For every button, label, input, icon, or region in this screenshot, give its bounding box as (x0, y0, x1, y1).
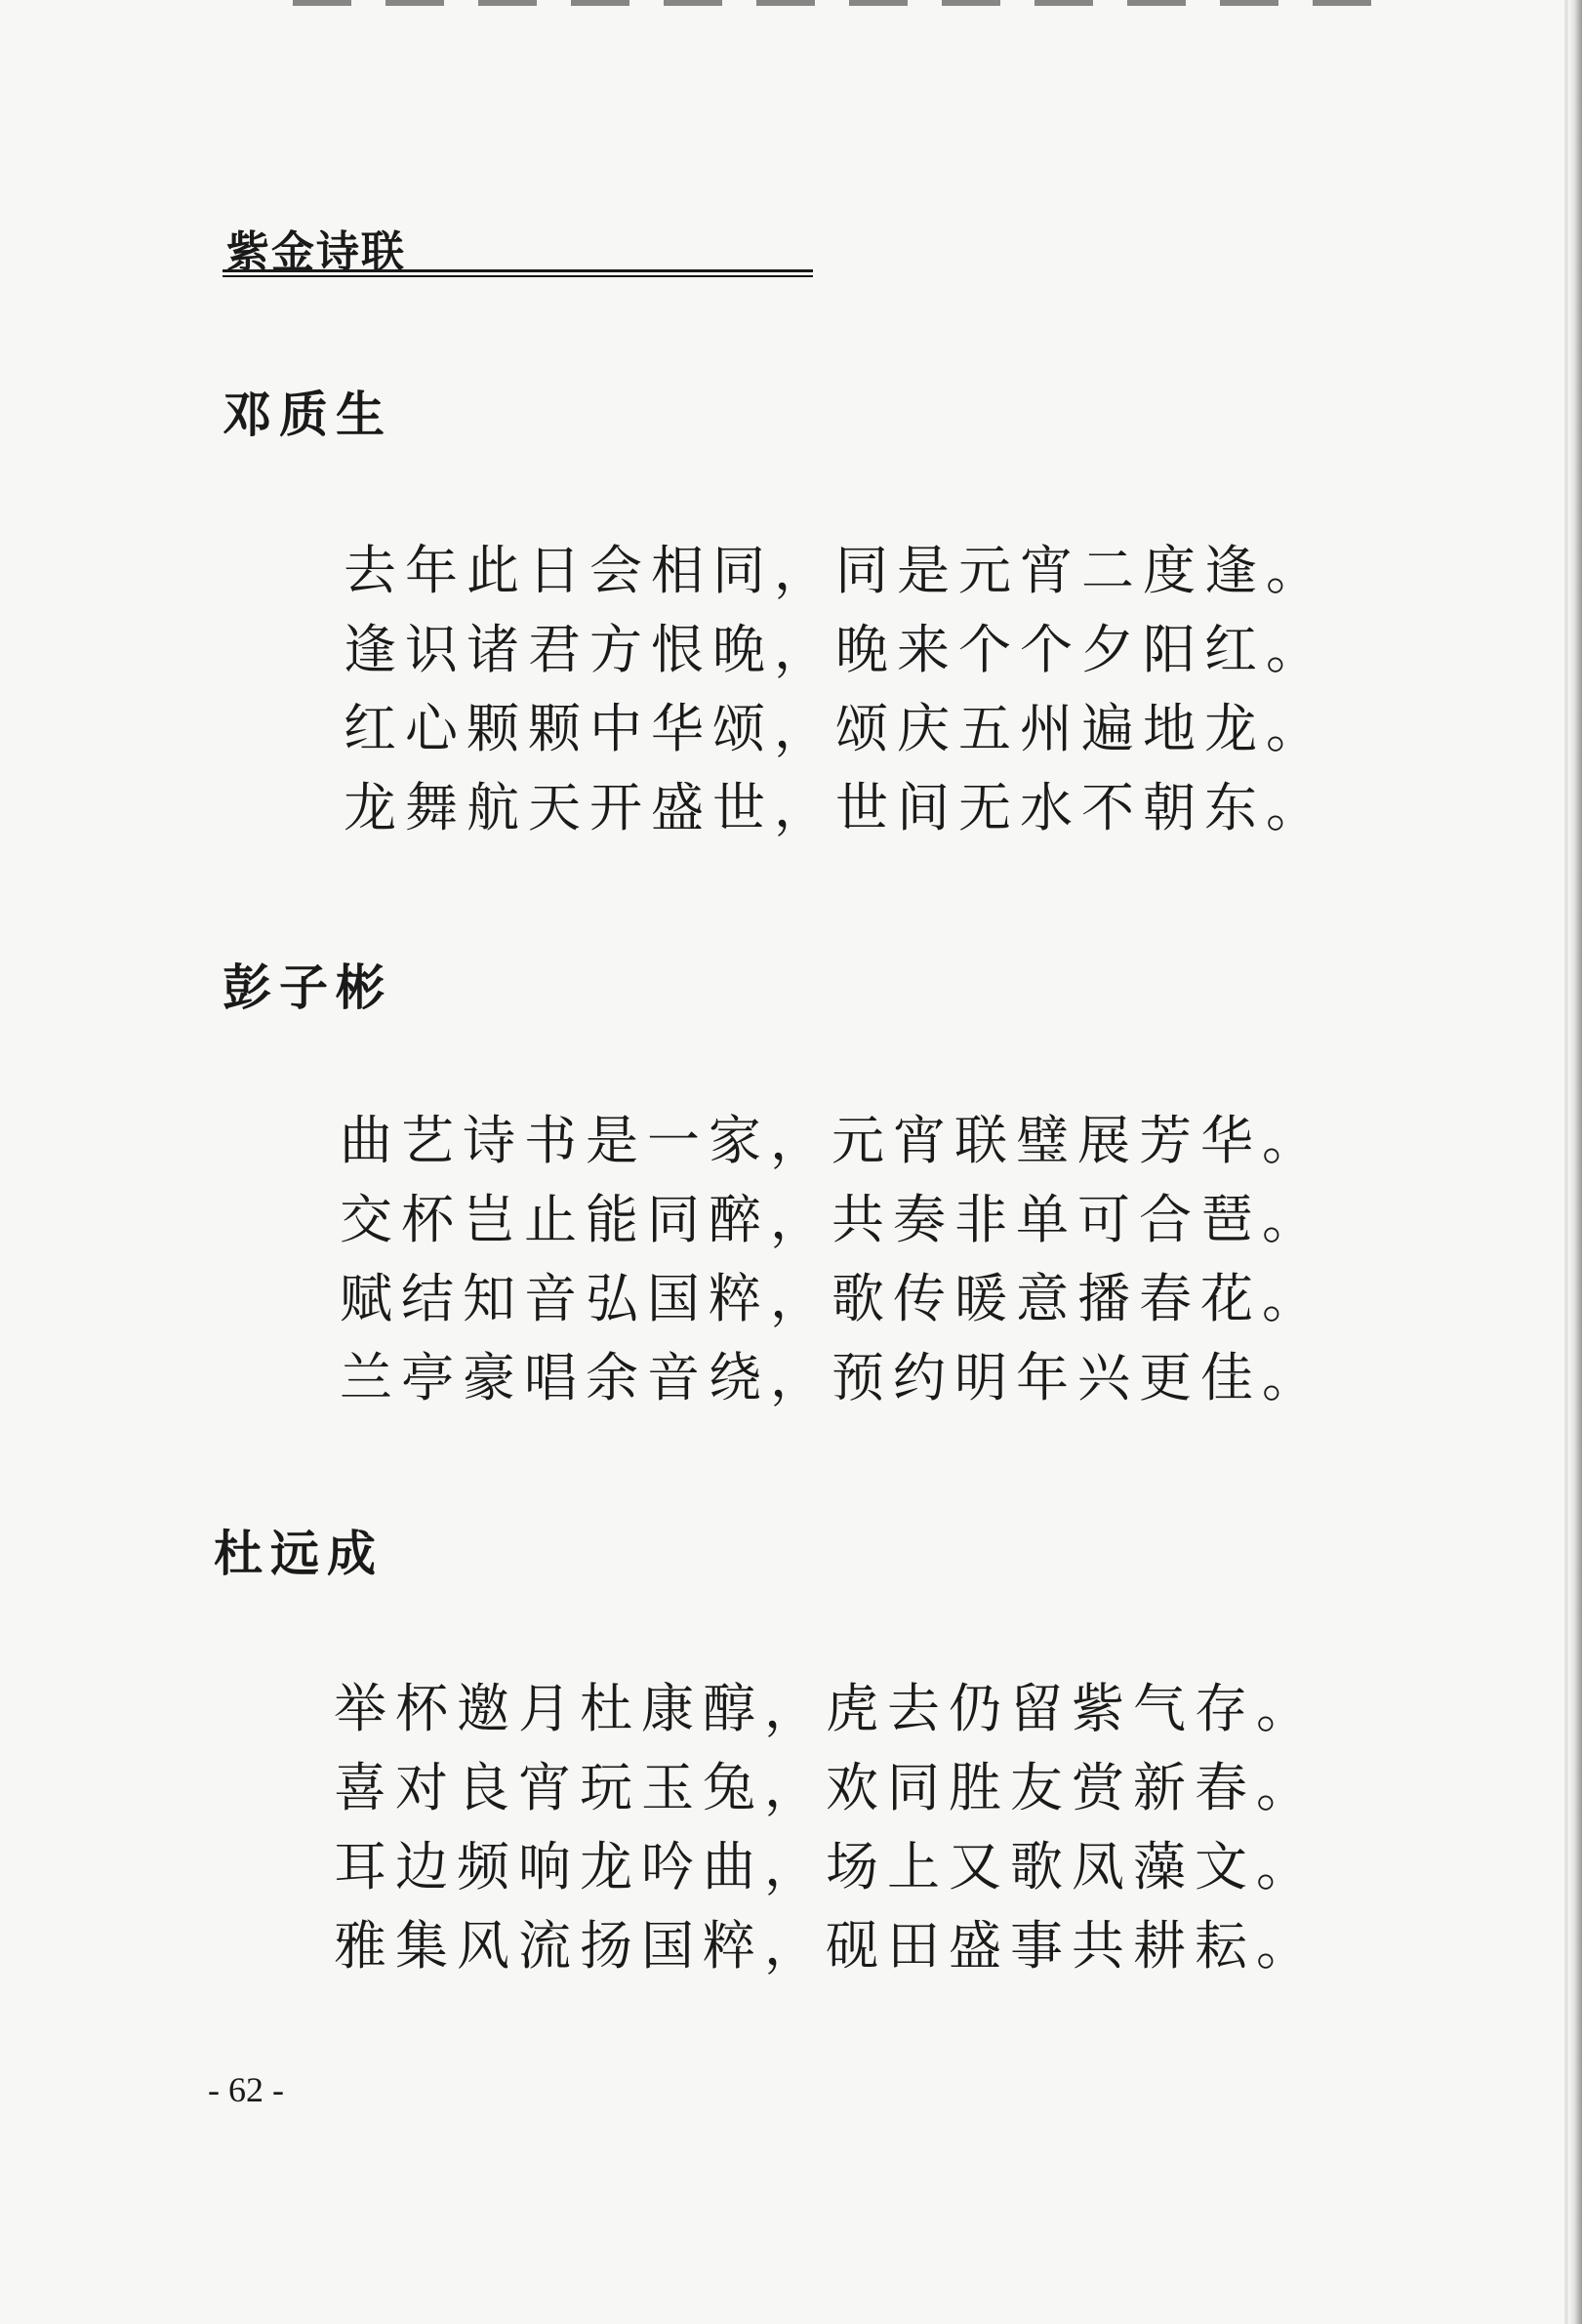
poem-body (344, 531, 1327, 847)
poem-line: 交杯岂止能同醉，共奏非单可合琶。 (340, 1189, 1323, 1250)
poem-line: 喜对良宵玩玉兔，欢同胜友赏新春。 (334, 1757, 1318, 1818)
poem-line: 赋结知音弘国粹，歌传暖意播春花。 (340, 1268, 1323, 1329)
poem-line: 龙舞航天开盛世，世间无水不朝东。 (344, 777, 1327, 838)
title-underline (223, 269, 813, 272)
poem-line: 兰亭豪唱余音绕，预约明年兴更佳。 (340, 1347, 1323, 1408)
poem-author: 彭子彬 (223, 959, 392, 1016)
poem-line: 举杯邀月杜康醇，虎去仍留紫气存。 (334, 1678, 1318, 1739)
section-title: 紫金诗联 (226, 227, 406, 277)
scan-top-artifact (293, 0, 1405, 6)
poem-line: 去年此日会相同，同是元宵二度逢。 (344, 540, 1327, 601)
poem-body (334, 1669, 1318, 1985)
poem-line: 红心颗颗中华颂，颂庆五州遍地龙。 (344, 698, 1327, 759)
poem-line: 逢识诸君方恨晚，晚来个个夕阳红。 (344, 619, 1327, 680)
poem-author: 杜远成 (214, 1526, 384, 1582)
poem-line: 耳边频响龙吟曲，场上又歌凤藻文。 (334, 1836, 1318, 1897)
poem-body (340, 1101, 1323, 1417)
page-number: - 62 - (208, 2070, 284, 2109)
poem-line: 雅集风流扬国粹，砚田盛事共耕耘。 (334, 1915, 1318, 1977)
poem-author: 邓质生 (223, 387, 392, 443)
poem-line: 曲艺诗书是一家，元宵联璧展芳华。 (340, 1110, 1323, 1171)
scan-right-edge (1568, 0, 1582, 2324)
title-underline-second (223, 275, 813, 277)
